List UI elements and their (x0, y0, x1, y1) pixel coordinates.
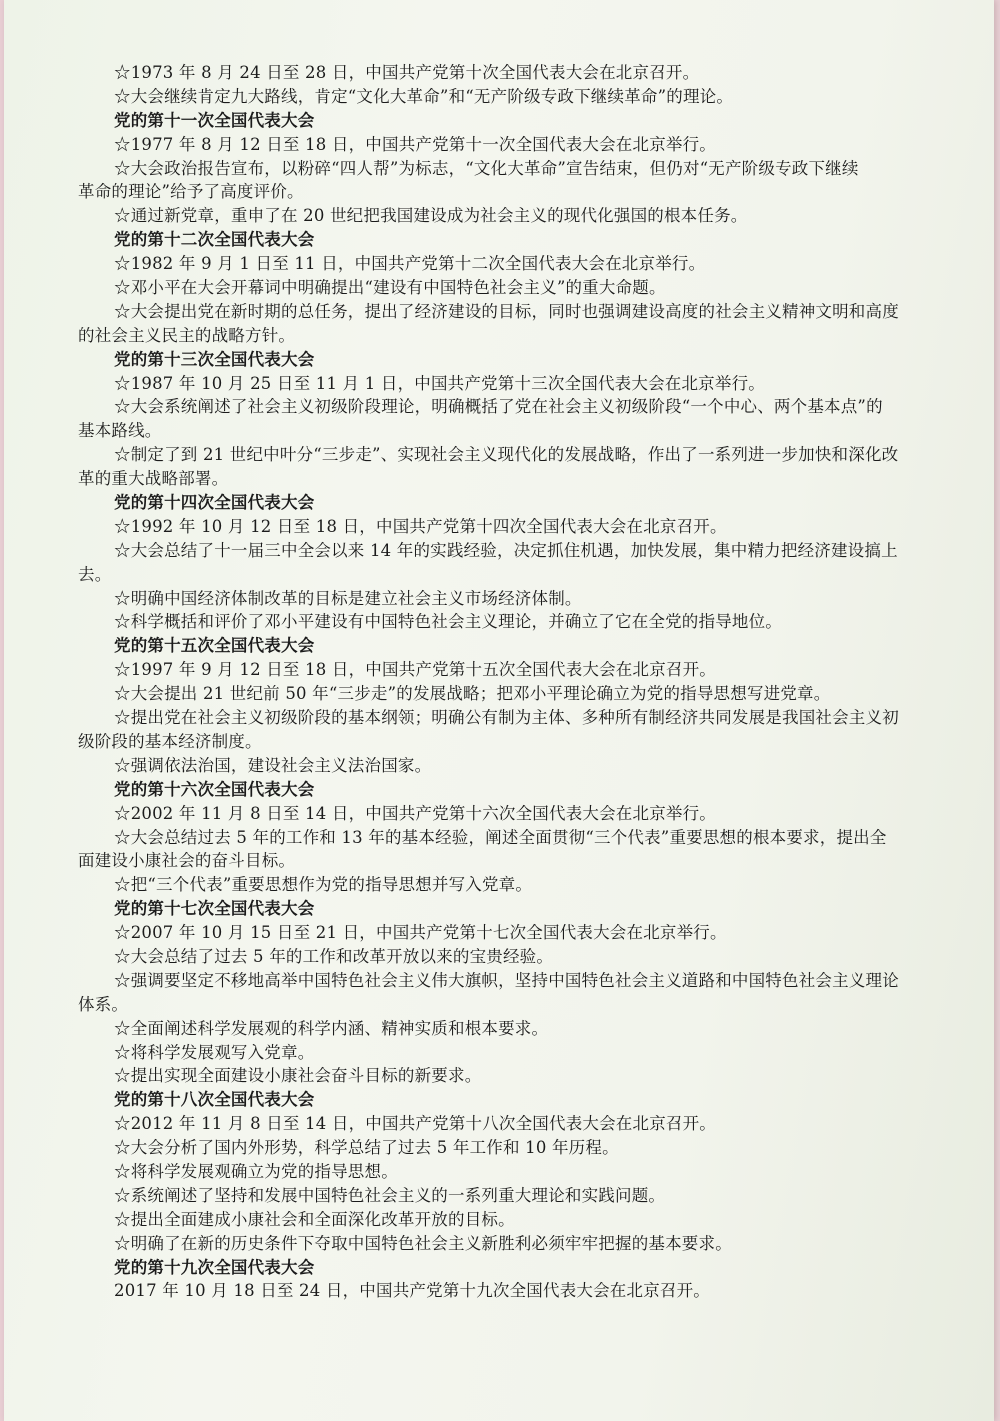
document-body (78, 61, 948, 1303)
text-line: 的社会主义民主的战略方针。 (78, 325, 296, 345)
section-heading: 党的第十一次全国代表大会 (114, 110, 315, 130)
text-line: ☆通过新党章，重申了在 20 世纪把我国建设成为社会主义的现代化强国的根本任务。 (114, 206, 748, 226)
text-line: ☆提出实现全面建设小康社会奋斗目标的新要求。 (114, 1066, 482, 1086)
section-heading: 党的第十九次全国代表大会 (114, 1257, 315, 1277)
text-line: ☆大会总结了过去 5 年的工作和改革开放以来的宝贵经验。 (114, 946, 554, 966)
text-line: 革命的理论”给予了高度评价。 (78, 182, 304, 202)
section-heading: 党的第十八次全国代表大会 (114, 1090, 315, 1110)
section-heading: 党的第十五次全国代表大会 (114, 636, 315, 656)
text-line: ☆大会提出党在新时期的总任务，提出了经济建设的目标，同时也强调建设高度的社会主义精神文明和高度 (114, 301, 899, 321)
text-line: ☆1977 年 8 月 12 日至 18 日，中国共产党第十一次全国代表大会在北京举行。 (114, 134, 716, 154)
text-line: ☆邓小平在大会开幕词中明确提出“建设有中国特色社会主义”的重大命题。 (114, 278, 666, 298)
text-line: ☆将科学发展观确立为党的指导思想。 (114, 1161, 398, 1181)
text-line: ☆2002 年 11 月 8 日至 14 日，中国共产党第十六次全国代表大会在北京举行。 (114, 803, 716, 823)
text-line: ☆全面阐述科学发展观的科学内涵、精神实质和根本要求。 (114, 1018, 549, 1038)
paper-sheet (4, 0, 994, 1421)
text-line: ☆强调依法治国，建设社会主义法治国家。 (114, 755, 432, 775)
text-line: 2017 年 10 月 18 日至 24 日，中国共产党第十九次全国代表大会在北京召开。 (114, 1281, 710, 1301)
text-line: 面建设小康社会的奋斗目标。 (78, 851, 296, 871)
text-line: ☆大会分析了国内外形势，科学总结了过去 5 年工作和 10 年历程。 (114, 1138, 619, 1158)
section-heading: 党的第十六次全国代表大会 (114, 779, 315, 799)
text-line: ☆把“三个代表”重要思想作为党的指导思想并写入党章。 (114, 875, 533, 895)
text-line: ☆1982 年 9 月 1 日至 11 日，中国共产党第十二次全国代表大会在北京举行。 (114, 254, 706, 274)
section-heading: 党的第十三次全国代表大会 (114, 349, 315, 369)
section-heading: 党的第十二次全国代表大会 (114, 230, 315, 250)
text-line: ☆提出党在社会主义初级阶段的基本纲领；明确公有制为主体、多种所有制经济共同发展是我国社会主义初 (114, 708, 899, 728)
section-heading: 党的第十七次全国代表大会 (114, 899, 315, 919)
text-line: ☆大会总结过去 5 年的工作和 13 年的基本经验，阐述全面贯彻“三个代表”重要思想的根本要求，提出全 (114, 827, 887, 847)
text-line: ☆强调要坚定不移地高举中国特色社会主义伟大旗帜，坚持中国特色社会主义道路和中国特色社会主义理论 (114, 970, 899, 990)
text-line: ☆明确了在新的历史条件下夺取中国特色社会主义新胜利必须牢牢把握的基本要求。 (114, 1233, 732, 1253)
text-line: 基本路线。 (78, 421, 162, 441)
text-line: ☆将科学发展观写入党章。 (114, 1042, 315, 1062)
text-line: 级阶段的基本经济制度。 (78, 731, 262, 751)
text-line: ☆明确中国经济体制改革的目标是建立社会主义市场经济体制。 (114, 588, 582, 608)
text-line: ☆大会系统阐述了社会主义初级阶段理论，明确概括了党在社会主义初级阶段“一个中心、两个基本点”的 (114, 397, 883, 417)
text-line: ☆1987 年 10 月 25 日至 11 月 1 日，中国共产党第十三次全国代表大会在北京举行。 (114, 373, 765, 393)
text-line: 革的重大战略部署。 (78, 469, 229, 489)
text-line: 去。 (78, 564, 112, 584)
text-line: ☆系统阐述了坚持和发展中国特色社会主义的一系列重大理论和实践问题。 (114, 1185, 666, 1205)
text-line: 体系。 (78, 994, 129, 1014)
text-line: ☆大会政治报告宣布，以粉碎“四人帮”为标志，“文化大革命”宣告结束，但仍对“无产阶级专政下继续 (114, 158, 859, 178)
text-line: ☆科学概括和评价了邓小平建设有中国特色社会主义理论，并确立了它在全党的指导地位。 (114, 612, 782, 632)
text-line: ☆制定了到 21 世纪中叶分“三步走”、实现社会主义现代化的发展战略，作出了一系列进一步加快和深化改 (114, 445, 899, 465)
text-line: ☆1997 年 9 月 12 日至 18 日，中国共产党第十五次全国代表大会在北京召开。 (114, 660, 716, 680)
text-line: ☆提出全面建成小康社会和全面深化改革开放的目标。 (114, 1209, 515, 1229)
text-line: ☆1973 年 8 月 24 日至 28 日，中国共产党第十次全国代表大会在北京召开。 (114, 63, 700, 82)
text-line: ☆大会继续肯定九大路线，肯定“文化大革命”和“无产阶级专政下继续革命”的理论。 (114, 86, 734, 106)
text-line: ☆大会提出 21 世纪前 50 年“三步走”的发展战略；把邓小平理论确立为党的指导思想写进党章。 (114, 684, 831, 704)
text-line: ☆2012 年 11 月 8 日至 14 日，中国共产党第十八次全国代表大会在北京召开。 (114, 1114, 716, 1134)
text-line: ☆大会总结了十一届三中全会以来 14 年的实践经验，决定抓住机遇，加快发展，集中精力把经济建设搞上 (114, 540, 898, 560)
text-line: ☆2007 年 10 月 15 日至 21 日，中国共产党第十七次全国代表大会在北京举行。 (114, 923, 727, 943)
text-line: ☆1992 年 10 月 12 日至 18 日，中国共产党第十四次全国代表大会在北京召开。 (114, 516, 727, 536)
section-heading: 党的第十四次全国代表大会 (114, 493, 315, 513)
